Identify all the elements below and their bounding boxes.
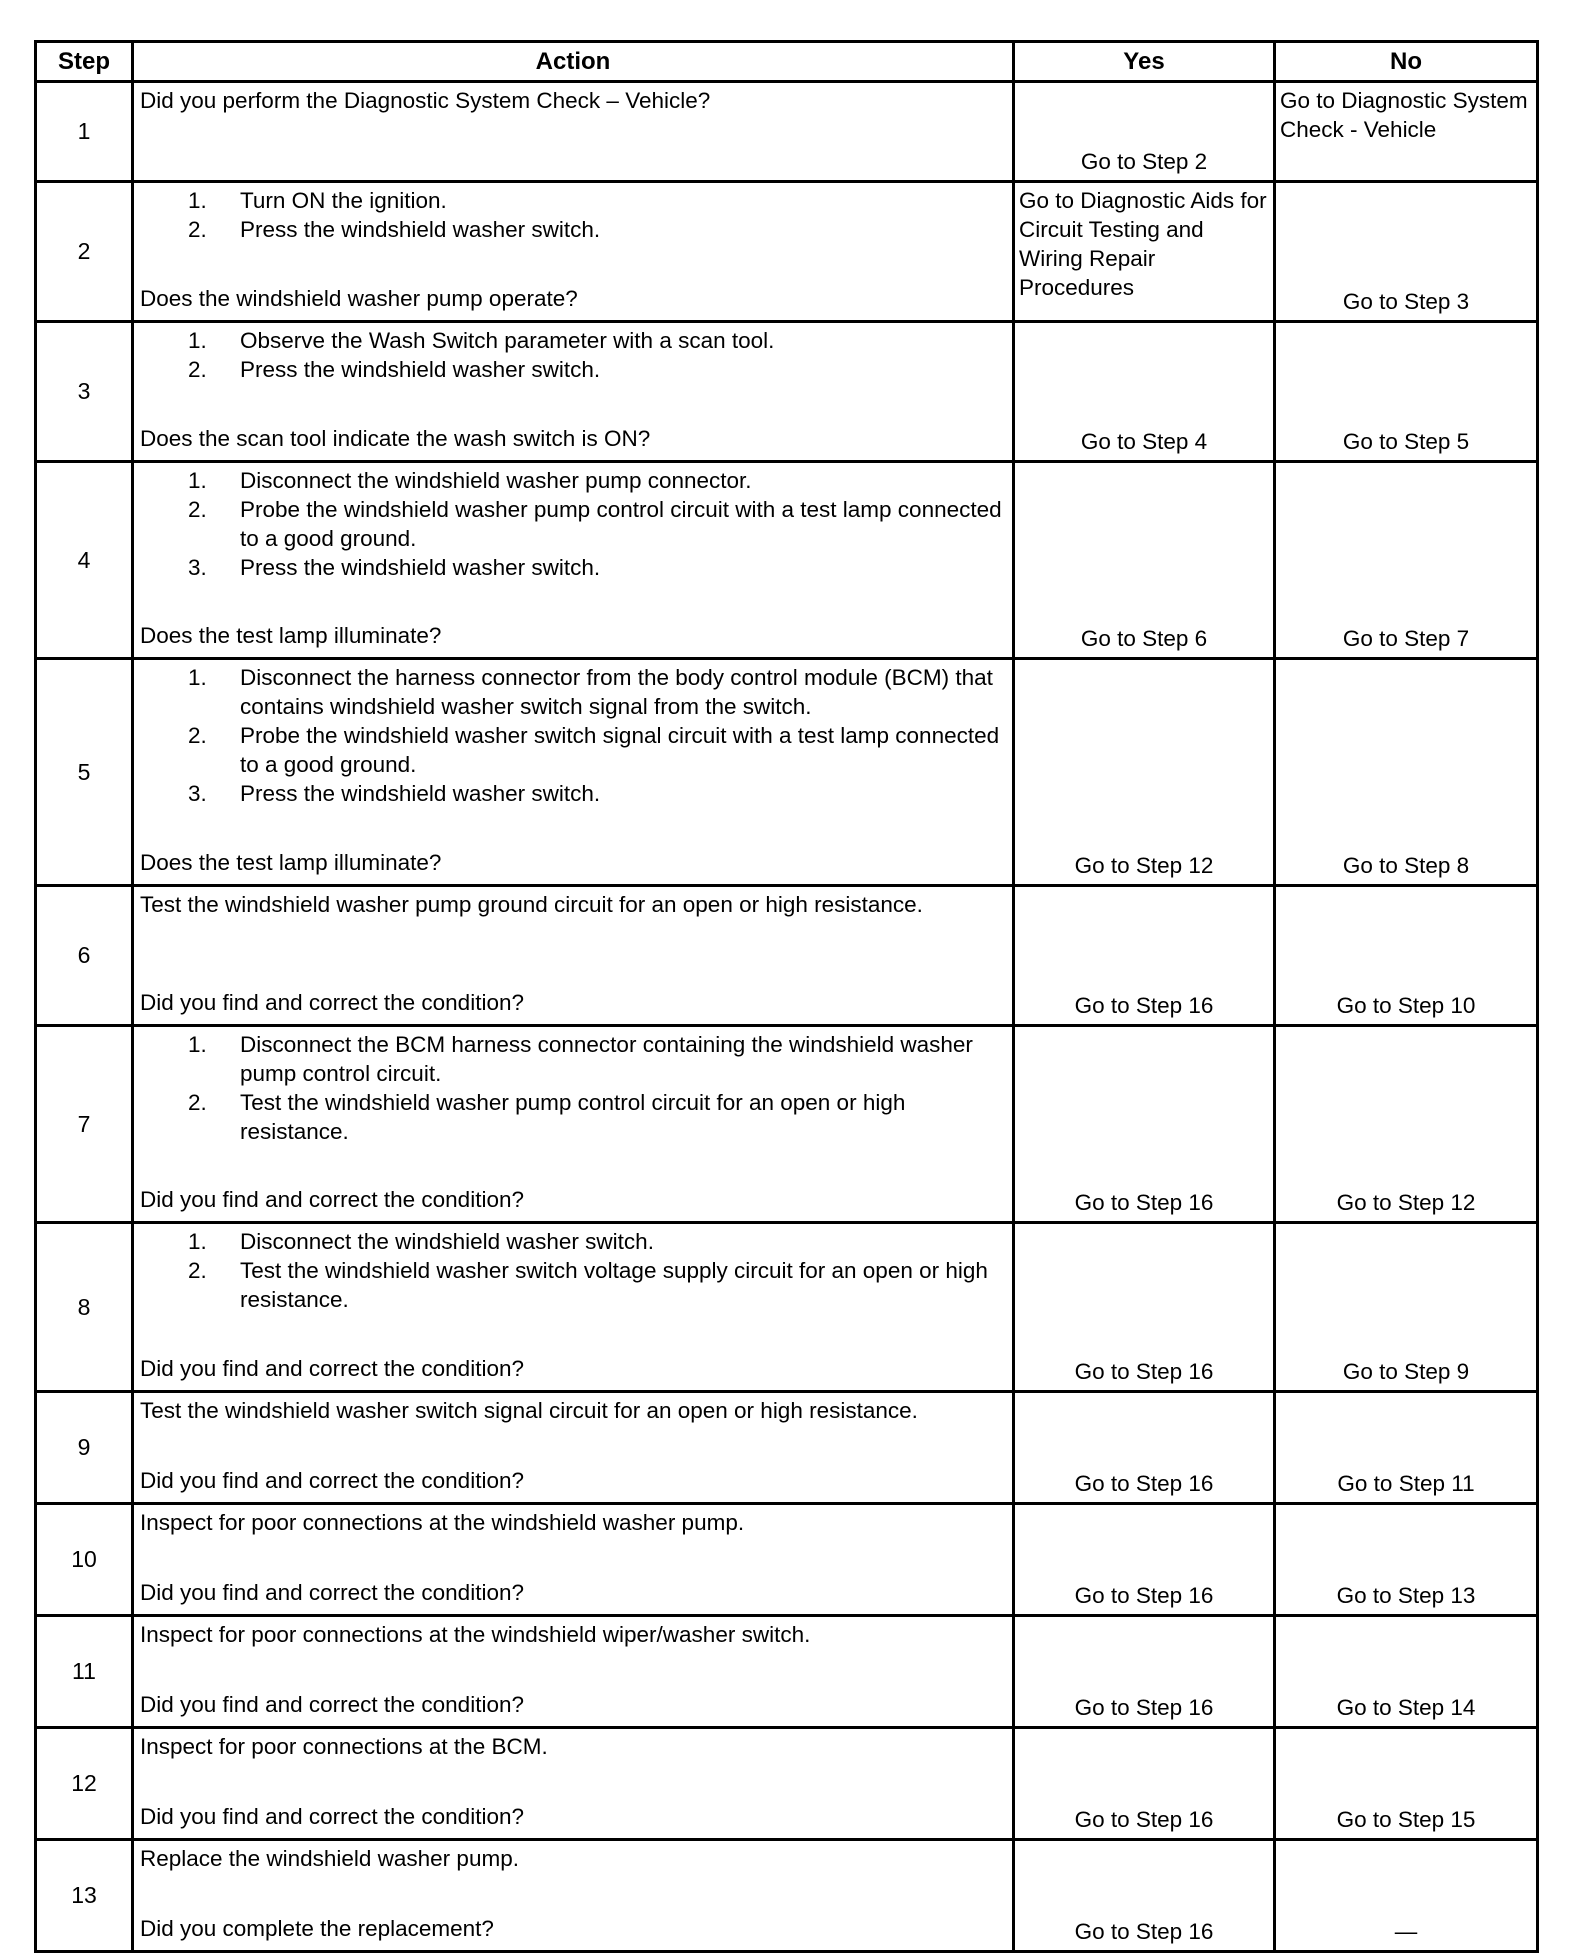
list-item [140, 1227, 1008, 1256]
list-item [140, 553, 1008, 582]
no-result: Go to Step 14 [1275, 1616, 1538, 1728]
list-item [140, 326, 1008, 355]
action-text: Test the windshield washer pump ground circuit for an open or high resistance. [140, 892, 923, 917]
table-row [36, 182, 1538, 322]
action-text: Inspect for poor connections at the BCM. [140, 1734, 548, 1759]
list-item-text: Test the windshield washer pump control circuit for an open or high resistance. [240, 1090, 906, 1144]
no-result: Go to Step 3 [1275, 182, 1538, 322]
list-item-number: 2. [188, 1258, 207, 1283]
no-result: — [1275, 1840, 1538, 1952]
action-instructions [140, 1030, 1008, 1146]
list-item-number: 2. [188, 497, 207, 522]
action-steps-list [140, 1030, 1008, 1146]
list-item-number: 3. [188, 555, 207, 580]
list-item-text: Disconnect the windshield washer pump connector. [240, 468, 752, 493]
table-row [36, 1026, 1538, 1223]
no-result: Go to Step 8 [1275, 659, 1538, 886]
table-body [36, 82, 1538, 1952]
list-item-number: 1. [188, 328, 207, 353]
header-action: Action [133, 42, 1014, 82]
action-text: Replace the windshield washer pump. [140, 1846, 519, 1871]
step-number: 1 [36, 82, 133, 182]
action-text: Did you perform the Diagnostic System Check – Vehicle? [140, 88, 711, 113]
list-item [140, 355, 1008, 384]
no-result: Go to Step 13 [1275, 1504, 1538, 1616]
step-number: 10 [36, 1504, 133, 1616]
action-cell [133, 886, 1014, 1026]
action-cell [133, 1616, 1014, 1728]
no-result: Go to Step 5 [1275, 322, 1538, 462]
action-instructions [140, 1620, 1008, 1649]
list-item-text: Disconnect the BCM harness connector containing the windshield washer pump control circuit. [240, 1032, 973, 1086]
list-item-text: Test the windshield washer switch voltage supply circuit for an open or high resistance. [240, 1258, 988, 1312]
action-instructions [140, 86, 1008, 115]
yes-result: Go to Step 16 [1014, 1616, 1275, 1728]
list-item-number: 2. [188, 723, 207, 748]
action-instructions [140, 1844, 1008, 1873]
list-item-number: 1. [188, 665, 207, 690]
yes-result: Go to Step 16 [1014, 1504, 1275, 1616]
action-question: Did you find and correct the condition? [140, 1580, 524, 1605]
list-item [140, 495, 1008, 553]
list-item [140, 1256, 1008, 1314]
table-row [36, 659, 1538, 886]
yes-result: Go to Step 16 [1014, 1392, 1275, 1504]
action-cell [133, 659, 1014, 886]
table-row [36, 1728, 1538, 1840]
action-cell [133, 1223, 1014, 1392]
no-result: Go to Step 15 [1275, 1728, 1538, 1840]
table-row [36, 322, 1538, 462]
step-number: 2 [36, 182, 133, 322]
action-instructions [140, 1732, 1008, 1761]
table-row [36, 1616, 1538, 1728]
action-question: Does the windshield washer pump operate? [140, 286, 578, 311]
action-steps-list [140, 186, 1008, 244]
action-cell [133, 1026, 1014, 1223]
no-result: Go to Step 10 [1275, 886, 1538, 1026]
action-question: Did you find and correct the condition? [140, 1692, 524, 1717]
list-item [140, 1088, 1008, 1146]
diagnostic-table-page [34, 40, 1536, 1953]
action-steps-list [140, 326, 1008, 384]
table-row [36, 1504, 1538, 1616]
list-item-text: Press the windshield washer switch. [240, 217, 601, 242]
action-text: Inspect for poor connections at the windshield wiper/washer switch. [140, 1622, 811, 1647]
action-steps-list [140, 663, 1008, 808]
list-item-number: 1. [188, 188, 207, 213]
step-number: 11 [36, 1616, 133, 1728]
no-result: Go to Step 7 [1275, 462, 1538, 659]
list-item-text: Press the windshield washer switch. [240, 357, 601, 382]
list-item-number: 1. [188, 1032, 207, 1057]
table-row [36, 1392, 1538, 1504]
list-item-number: 2. [188, 1090, 207, 1115]
yes-result: Go to Step 16 [1014, 886, 1275, 1026]
yes-result: Go to Step 4 [1014, 322, 1275, 462]
table-row [36, 886, 1538, 1026]
step-number: 5 [36, 659, 133, 886]
list-item-text: Press the windshield washer switch. [240, 781, 601, 806]
list-item-text: Disconnect the windshield washer switch. [240, 1229, 654, 1254]
table-row [36, 82, 1538, 182]
list-item-number: 3. [188, 781, 207, 806]
yes-result: Go to Step 2 [1014, 82, 1275, 182]
list-item [140, 215, 1008, 244]
action-question: Did you find and correct the condition? [140, 1187, 524, 1212]
no-result: Go to Step 11 [1275, 1392, 1538, 1504]
action-instructions [140, 663, 1008, 808]
list-item-text: Observe the Wash Switch parameter with a scan tool. [240, 328, 775, 353]
action-question: Does the scan tool indicate the wash switch is ON? [140, 426, 651, 451]
action-cell [133, 322, 1014, 462]
action-cell [133, 1840, 1014, 1952]
step-number: 12 [36, 1728, 133, 1840]
action-cell [133, 82, 1014, 182]
no-result: Go to Step 12 [1275, 1026, 1538, 1223]
yes-result: Go to Step 16 [1014, 1728, 1275, 1840]
header-row [36, 42, 1538, 82]
list-item-text: Turn ON the ignition. [240, 188, 447, 213]
action-steps-list [140, 466, 1008, 582]
action-question: Did you find and correct the condition? [140, 1356, 524, 1381]
action-instructions [140, 1227, 1008, 1314]
list-item-number: 1. [188, 1229, 207, 1254]
list-item [140, 663, 1008, 721]
list-item-number: 1. [188, 468, 207, 493]
diagnostic-table [34, 40, 1539, 1953]
yes-result: Go to Step 12 [1014, 659, 1275, 886]
action-cell [133, 462, 1014, 659]
action-question: Did you find and correct the condition? [140, 990, 524, 1015]
action-instructions [140, 1396, 1008, 1425]
list-item [140, 466, 1008, 495]
action-instructions [140, 890, 1008, 919]
list-item [140, 186, 1008, 215]
action-cell [133, 182, 1014, 322]
yes-result: Go to Step 16 [1014, 1223, 1275, 1392]
table-row [36, 1840, 1538, 1952]
action-instructions [140, 466, 1008, 582]
action-cell [133, 1392, 1014, 1504]
action-question: Did you complete the replacement? [140, 1916, 494, 1941]
step-number: 8 [36, 1223, 133, 1392]
step-number: 4 [36, 462, 133, 659]
list-item [140, 1030, 1008, 1088]
no-result: Go to Step 9 [1275, 1223, 1538, 1392]
header-no: No [1275, 42, 1538, 82]
action-instructions [140, 1508, 1008, 1537]
table-row [36, 1223, 1538, 1392]
table-row [36, 462, 1538, 659]
list-item-text: Press the windshield washer switch. [240, 555, 601, 580]
action-question: Did you find and correct the condition? [140, 1468, 524, 1493]
action-question: Does the test lamp illuminate? [140, 850, 442, 875]
step-number: 9 [36, 1392, 133, 1504]
step-number: 7 [36, 1026, 133, 1223]
list-item-number: 2. [188, 217, 207, 242]
step-number: 6 [36, 886, 133, 1026]
header-step: Step [36, 42, 133, 82]
action-instructions [140, 186, 1008, 244]
header-yes: Yes [1014, 42, 1275, 82]
no-result: Go to Diagnostic System Check - Vehicle [1275, 82, 1538, 182]
action-cell [133, 1504, 1014, 1616]
action-steps-list [140, 1227, 1008, 1314]
list-item-text: Probe the windshield washer switch signal circuit with a test lamp connected to a good ground. [240, 723, 1000, 777]
yes-result: Go to Diagnostic Aids for Circuit Testing and Wiring Repair Procedures [1014, 182, 1275, 322]
yes-result: Go to Step 16 [1014, 1840, 1275, 1952]
yes-result: Go to Step 16 [1014, 1026, 1275, 1223]
action-text: Inspect for poor connections at the windshield washer pump. [140, 1510, 745, 1535]
list-item-text: Probe the windshield washer pump control circuit with a test lamp connected to a good ground. [240, 497, 1002, 551]
step-number: 3 [36, 322, 133, 462]
list-item-text: Disconnect the harness connector from the body control module (BCM) that contains windshield washer switch signal from the switch. [240, 665, 993, 719]
list-item-number: 2. [188, 357, 207, 382]
action-question: Did you find and correct the condition? [140, 1804, 524, 1829]
action-cell [133, 1728, 1014, 1840]
action-question: Does the test lamp illuminate? [140, 623, 442, 648]
step-number: 13 [36, 1840, 133, 1952]
action-instructions [140, 326, 1008, 384]
list-item [140, 721, 1008, 779]
yes-result: Go to Step 6 [1014, 462, 1275, 659]
list-item [140, 779, 1008, 808]
action-text: Test the windshield washer switch signal circuit for an open or high resistance. [140, 1398, 918, 1423]
